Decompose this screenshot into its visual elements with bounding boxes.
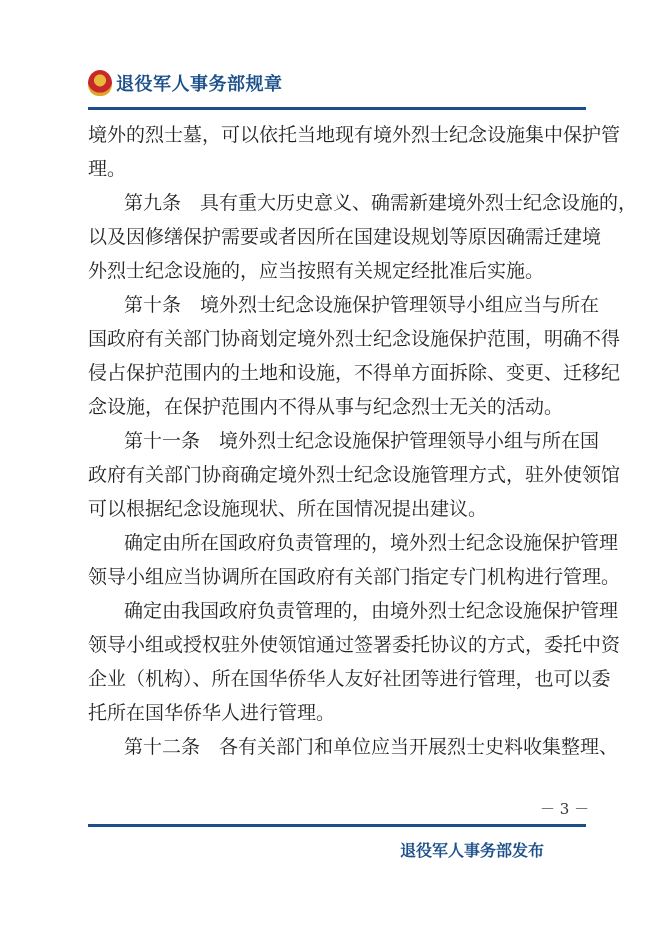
text-line: 境外的烈士墓，可以依托当地现有境外烈士纪念设施集中保护管 bbox=[88, 124, 621, 146]
text-line: 企业（机构）、所在国华侨华人友好社团等进行管理，也可以委 bbox=[88, 668, 611, 690]
paragraph bbox=[88, 594, 621, 730]
text-line: 第九条 具有重大历史意义、确需新建境外烈士纪念设施的， bbox=[124, 192, 638, 214]
paragraph bbox=[88, 424, 621, 526]
page-number: － 3 － bbox=[540, 800, 590, 818]
text-line: 领导小组或授权驻外使领馆通过签署委托协议的方式，委托中资 bbox=[88, 634, 621, 656]
text-line: 外烈士纪念设施的，应当按照有关规定经批准后实施。 bbox=[88, 260, 545, 282]
footer-divider bbox=[88, 824, 586, 827]
footer-publisher: 退役军人事务部发布 bbox=[400, 841, 545, 860]
paragraph bbox=[88, 186, 638, 288]
text-line: 领导小组应当协调所在国政府有关部门指定专门机构进行管理。 bbox=[88, 566, 621, 588]
paragraph bbox=[88, 730, 619, 764]
page-header bbox=[88, 70, 283, 96]
text-line: 国政府有关部门协商划定境外烈士纪念设施保护范围，明确不得 bbox=[88, 328, 621, 350]
paragraph bbox=[88, 526, 621, 594]
text-line: 念设施，在保护范围内不得从事与纪念烈士无关的活动。 bbox=[88, 396, 564, 418]
text-line: 以及因修缮保护需要或者因所在国建设规划等原因确需迁建境 bbox=[88, 226, 602, 248]
text-line: 第十一条 境外烈士纪念设施保护管理领导小组与所在国 bbox=[124, 430, 600, 452]
header-title: 退役军人事务部规章 bbox=[116, 74, 283, 95]
text-line: 可以根据纪念设施现状、所在国情况提出建议。 bbox=[88, 498, 488, 520]
paragraph bbox=[88, 118, 621, 186]
paragraph bbox=[88, 288, 621, 424]
text-line: 托所在国华侨华人进行管理。 bbox=[88, 702, 336, 724]
header-divider bbox=[88, 107, 586, 110]
text-line: 第十条 境外烈士纪念设施保护管理领导小组应当与所在 bbox=[124, 294, 600, 316]
document-body bbox=[88, 118, 638, 764]
text-line: 侵占保护范围内的土地和设施，不得单方面拆除、变更、迁移纪 bbox=[88, 362, 621, 384]
text-line: 理。 bbox=[88, 158, 127, 180]
national-emblem-icon bbox=[88, 70, 112, 96]
text-line: 确定由所在国政府负责管理的，境外烈士纪念设施保护管理 bbox=[124, 532, 619, 554]
text-line: 第十二条 各有关部门和单位应当开展烈士史料收集整理、 bbox=[124, 736, 619, 758]
text-line: 确定由我国政府负责管理的，由境外烈士纪念设施保护管理 bbox=[124, 600, 619, 622]
text-line: 政府有关部门协商确定境外烈士纪念设施管理方式，驻外使领馆 bbox=[88, 464, 621, 486]
